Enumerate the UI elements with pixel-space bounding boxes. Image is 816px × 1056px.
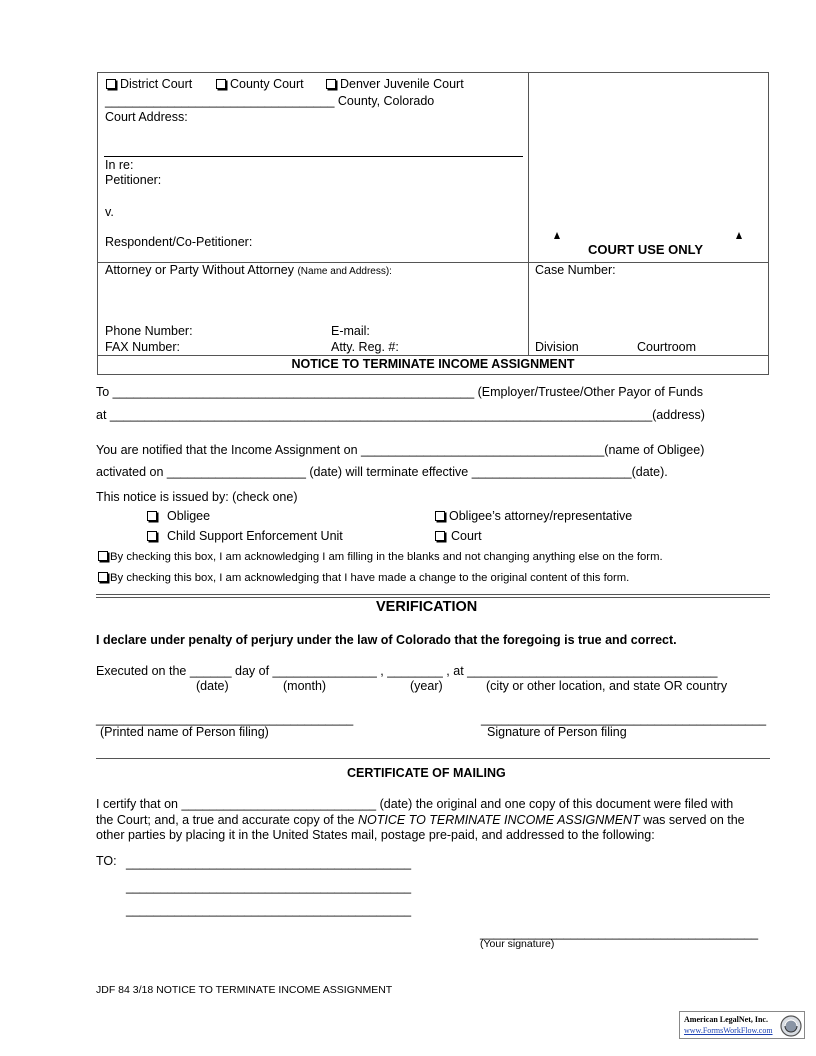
your-signature-line[interactable]: ________________________________________ bbox=[480, 926, 759, 940]
caption-box bbox=[97, 72, 769, 375]
court-use-only-label: COURT USE ONLY bbox=[588, 242, 704, 257]
declaration-text: I declare under penalty of perjury under the law of Colorado that the foregoing is true and correct. bbox=[96, 633, 677, 647]
title-row-divider bbox=[97, 355, 769, 356]
to-label: TO: bbox=[96, 854, 117, 868]
district-court-checkbox[interactable] bbox=[106, 79, 116, 89]
ack-option-1[interactable]: By checking this box, I am acknowledging I am filling in the blanks and not changing anything else on the form. bbox=[98, 551, 663, 563]
atty-reg-label: Atty. Reg. #: bbox=[331, 340, 399, 354]
attorney-label: Attorney or Party Without Attorney (Name and Address): bbox=[105, 263, 392, 277]
email-label: E-mail: bbox=[331, 324, 370, 338]
verification-title: VERIFICATION bbox=[376, 599, 478, 615]
logo-company: American LegalNet, Inc. bbox=[684, 1015, 768, 1024]
obligee-checkbox[interactable] bbox=[147, 511, 157, 521]
court-address-label: Court Address: bbox=[105, 110, 188, 124]
issued-by-label: This notice is issued by: (check one) bbox=[96, 490, 298, 504]
certificate-line-1[interactable]: I certify that on ____________________________ (date) the original and one copy of this document were filed with bbox=[96, 797, 734, 811]
signature-label: Signature of Person filing bbox=[487, 725, 627, 739]
county-court-checkbox[interactable] bbox=[216, 79, 226, 89]
section-divider bbox=[96, 594, 770, 598]
respondent-label: Respondent/Co-Petitioner: bbox=[105, 235, 253, 249]
arrow-up-icon bbox=[736, 232, 742, 239]
in-re-label: In re: bbox=[105, 158, 134, 172]
ack-checkbox-1[interactable] bbox=[98, 551, 108, 561]
printed-name-label: (Printed name of Person filing) bbox=[100, 725, 269, 739]
notified-line[interactable]: You are notified that the Income Assignment on ___________________________________(name of Obligee) bbox=[96, 443, 705, 457]
district-court-option[interactable]: District Court bbox=[106, 77, 192, 91]
year-label: (year) bbox=[410, 679, 443, 693]
certificate-divider bbox=[96, 758, 770, 759]
certificate-line-2: the Court; and, a true and accurate copy of the NOTICE TO TERMINATE INCOME ASSIGNMENT was served on the bbox=[96, 813, 745, 827]
court-checkbox[interactable] bbox=[435, 531, 445, 541]
denver-juvenile-option[interactable]: Denver Juvenile Court bbox=[326, 77, 464, 91]
caption-divider bbox=[528, 72, 529, 355]
csu-checkbox[interactable] bbox=[147, 531, 157, 541]
recipient-line-3[interactable]: _________________________________________ bbox=[126, 903, 412, 917]
arrow-up-icon bbox=[554, 232, 560, 239]
globe-icon bbox=[779, 1014, 803, 1038]
petitioner-label: Petitioner: bbox=[105, 173, 162, 187]
recipient-line-1[interactable]: _________________________________________ bbox=[126, 856, 412, 870]
your-signature-label: (Your signature) bbox=[480, 938, 555, 950]
form-id-footer: JDF 84 3/18 NOTICE TO TERMINATE INCOME ASSIGNMENT bbox=[96, 984, 393, 996]
ack-option-2[interactable]: By checking this box, I am acknowledging that I have made a change to the original content of this form. bbox=[98, 572, 629, 584]
month-label: (month) bbox=[283, 679, 327, 693]
location-label: (city or other location, and state OR country bbox=[486, 679, 728, 693]
case-number-label: Case Number: bbox=[535, 263, 616, 277]
court-option[interactable]: Court bbox=[435, 529, 482, 543]
signature-line[interactable]: _________________________________________ bbox=[481, 712, 767, 726]
date-label: (date) bbox=[196, 679, 229, 693]
attorney-checkbox[interactable] bbox=[435, 511, 445, 521]
county-court-option[interactable]: County Court bbox=[216, 77, 304, 91]
activated-line[interactable]: activated on ____________________ (date) will terminate effective _______________________(date). bbox=[96, 465, 668, 479]
address-underline bbox=[104, 156, 523, 157]
printed-name-line[interactable]: _____________________________________ bbox=[96, 712, 354, 726]
certificate-title: CERTIFICATE OF MAILING bbox=[347, 766, 506, 780]
denver-juvenile-checkbox[interactable] bbox=[326, 79, 336, 89]
ack-checkbox-2[interactable] bbox=[98, 572, 108, 582]
versus-label: v. bbox=[105, 205, 114, 219]
legalnet-logo[interactable] bbox=[679, 1011, 805, 1039]
to-line[interactable]: To ____________________________________________________ (Employer/Trustee/Other Payor of Funds bbox=[96, 385, 703, 399]
attorney-option[interactable]: Obligee’s attorney/representative bbox=[435, 509, 632, 523]
phone-label: Phone Number: bbox=[105, 324, 193, 338]
division-label: Division bbox=[535, 340, 579, 354]
executed-line[interactable]: Executed on the ______ day of _______________ , ________ , at ____________________________________ bbox=[96, 664, 718, 678]
certificate-line-3: other parties by placing it in the United States mail, postage pre-paid, and addressed to the following: bbox=[96, 828, 655, 842]
county-line[interactable]: _________________________________ County, Colorado bbox=[105, 94, 435, 108]
logo-url[interactable]: www.FormsWorkFlow.com bbox=[684, 1026, 773, 1035]
obligee-option[interactable]: Obligee bbox=[147, 509, 210, 523]
recipient-line-2[interactable]: _________________________________________ bbox=[126, 880, 412, 894]
csu-option[interactable]: Child Support Enforcement Unit bbox=[147, 529, 343, 543]
at-line[interactable]: at ______________________________________________________________________________(address) bbox=[96, 408, 705, 422]
courtroom-label: Courtroom bbox=[637, 340, 697, 354]
form-title: NOTICE TO TERMINATE INCOME ASSIGNMENT bbox=[291, 357, 575, 371]
fax-label: FAX Number: bbox=[105, 340, 181, 354]
